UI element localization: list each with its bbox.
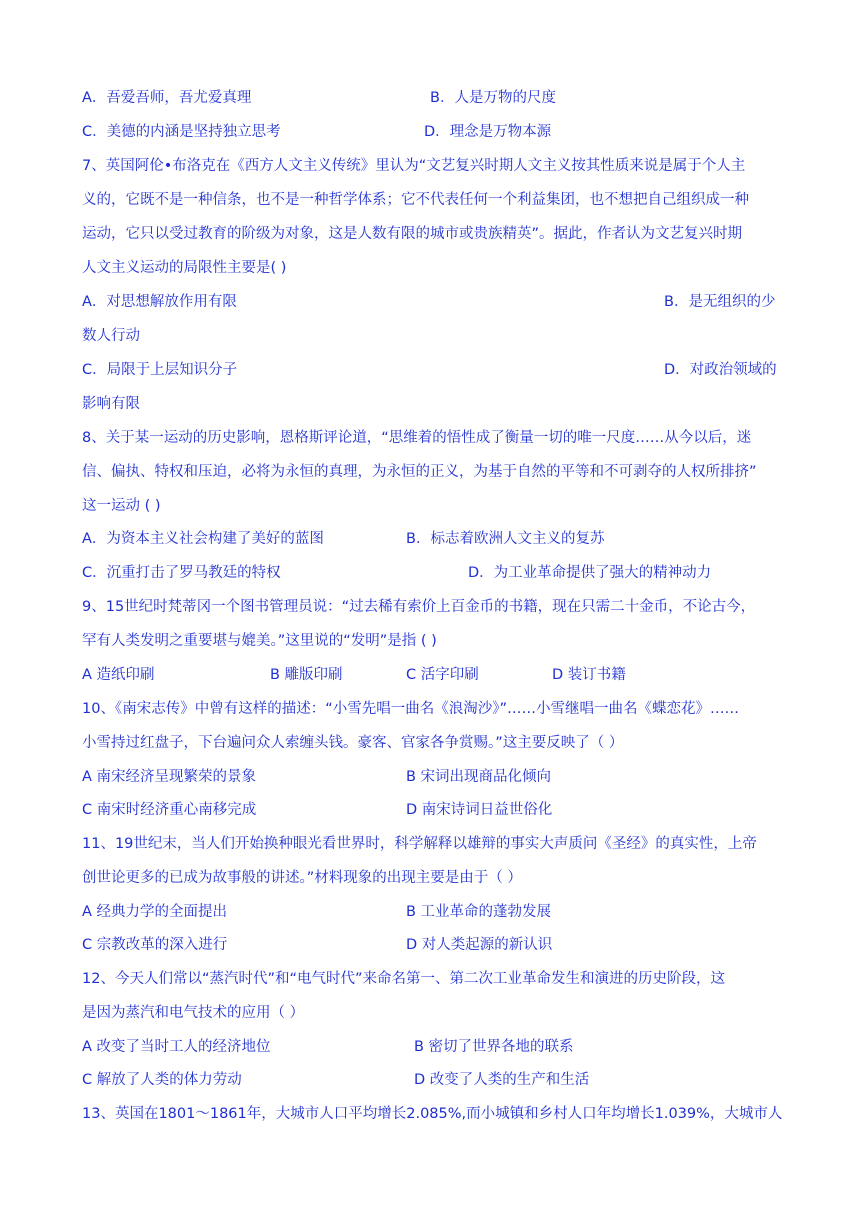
q8-stem-line: 信、偏执、特权和压迫，必将为永恒的真理，为永恒的正义，为基于自然的平等和不可剥夺的人权所排挤” [82, 464, 757, 480]
q12-stem-line: 12、今天人们常以“蒸汽时代”和“电气时代”来命名第一、第二次工业革命发生和演进的历史阶段，这 [82, 971, 725, 987]
q8-stem-line: 8、关于某一运动的历史影响，恩格斯评论道，“思维着的悟性成了衡量一切的唯一尺度……从今以后，迷 [82, 430, 752, 446]
q7-option-d-cont: 影响有限 [82, 396, 140, 412]
q9-option-b: B 雕版印刷 [270, 667, 343, 683]
q6-option-a: A．吾爱吾师，吾尤爱真理 [82, 90, 252, 106]
q8-option-d: D．为工业革命提供了强大的精神动力 [468, 565, 712, 581]
q9-option-a: A 造纸印刷 [82, 667, 155, 683]
q8-option-b: B．标志着欧洲人文主义的复苏 [406, 531, 605, 547]
q10-option-a: A 南宋经济呈现繁荣的景象 [82, 769, 257, 785]
q7-option-b-cont: 数人行动 [82, 328, 140, 344]
q7-stem-line: 义的，它既不是一种信条，也不是一种哲学体系；它不代表任何一个利益集团，也不想把自己组织成一种 [82, 192, 749, 208]
q7-stem-line: 7、英国阿伦•布洛克在《西方人文主义传统》里认为“文艺复兴时期人文主义按其性质来说是属于个人主 [82, 158, 746, 174]
q7-option-a: A．对思想解放作用有限 [82, 294, 237, 310]
q9-stem-line: 罕有人类发明之重要堪与媲美。”这里说的“发明”是指 ( ) [82, 633, 437, 649]
q7-stem-line: 人文主义运动的局限性主要是( ) [82, 260, 287, 276]
q7-option-b: B．是无组织的少 [664, 294, 776, 310]
q11-option-b: B 工业革命的蓬勃发展 [406, 904, 552, 920]
q9-option-c: C 活字印刷 [406, 667, 479, 683]
q6-option-d: D．理念是万物本源 [424, 124, 552, 140]
q12-option-a: A 改变了当时工人的经济地位 [82, 1039, 271, 1055]
q9-stem-line: 9、15世纪时梵蒂冈一个图书管理员说：“过去稀有索价上百金币的书籍，现在只需二十金币，不论古今， [82, 599, 756, 615]
q9-option-d: D 装订书籍 [552, 667, 626, 683]
q12-option-c: C 解放了人类的体力劳动 [82, 1072, 242, 1088]
q11-option-d: D 对人类起源的新认识 [406, 937, 553, 953]
q11-stem-line: 11、19世纪末，当人们开始换种眼光看世界时，科学解释以雄辩的事实大声质问《圣经》的真实性，上帝 [82, 836, 757, 852]
q11-option-c: C 宗教改革的深入进行 [82, 937, 228, 953]
q10-option-d: D 南宋诗词日益世俗化 [406, 802, 553, 818]
q7-option-d: D．对政治领域的 [664, 362, 777, 378]
q7-stem-line: 运动，它只以受过教育的阶级为对象，这是人数有限的城市或贵族精英”。据此，作者认为文艺复兴时期 [82, 226, 743, 242]
q6-option-c: C．美德的内涵是坚持独立思考 [82, 124, 281, 140]
q12-stem-line: 是因为蒸汽和电气技术的应用（ ） [82, 1005, 305, 1021]
q7-option-c: C．局限于上层知识分子 [82, 362, 238, 378]
q13-stem-line: 13、英国在1801～1861年，大城市人口平均增长2.085%,而小城镇和乡村人口年均增长1.039%，大城市人 [82, 1106, 783, 1122]
q12-option-d: D 改变了人类的生产和生活 [414, 1072, 590, 1088]
q10-stem-line: 小雪持过红盘子，下台遍问众人索缠头钱。豪客、官家各争赏赐。”这主要反映了（ ） [82, 735, 624, 751]
q11-stem-line: 创世论更多的已成为故事般的讲述。”材料现象的出现主要是由于（ ） [82, 870, 522, 886]
q8-stem-line: 这一运动 ( ) [82, 498, 161, 514]
q8-option-c: C．沉重打击了罗马教廷的特权 [82, 565, 281, 581]
q12-option-b: B 密切了世界各地的联系 [414, 1039, 574, 1055]
q10-option-c: C 南宋时经济重心南移完成 [82, 802, 257, 818]
q6-option-b: B．人是万物的尺度 [430, 90, 556, 106]
q8-option-a: A．为资本主义社会构建了美好的蓝图 [82, 531, 324, 547]
q10-stem-line: 10、《南宋志传》中曾有这样的描述：“小雪先唱一曲名《浪淘沙》”……小雪继唱一曲名《蝶恋花》…… [82, 701, 739, 717]
q10-option-b: B 宋词出现商品化倾向 [406, 769, 552, 785]
q11-option-a: A 经典力学的全面提出 [82, 904, 228, 920]
